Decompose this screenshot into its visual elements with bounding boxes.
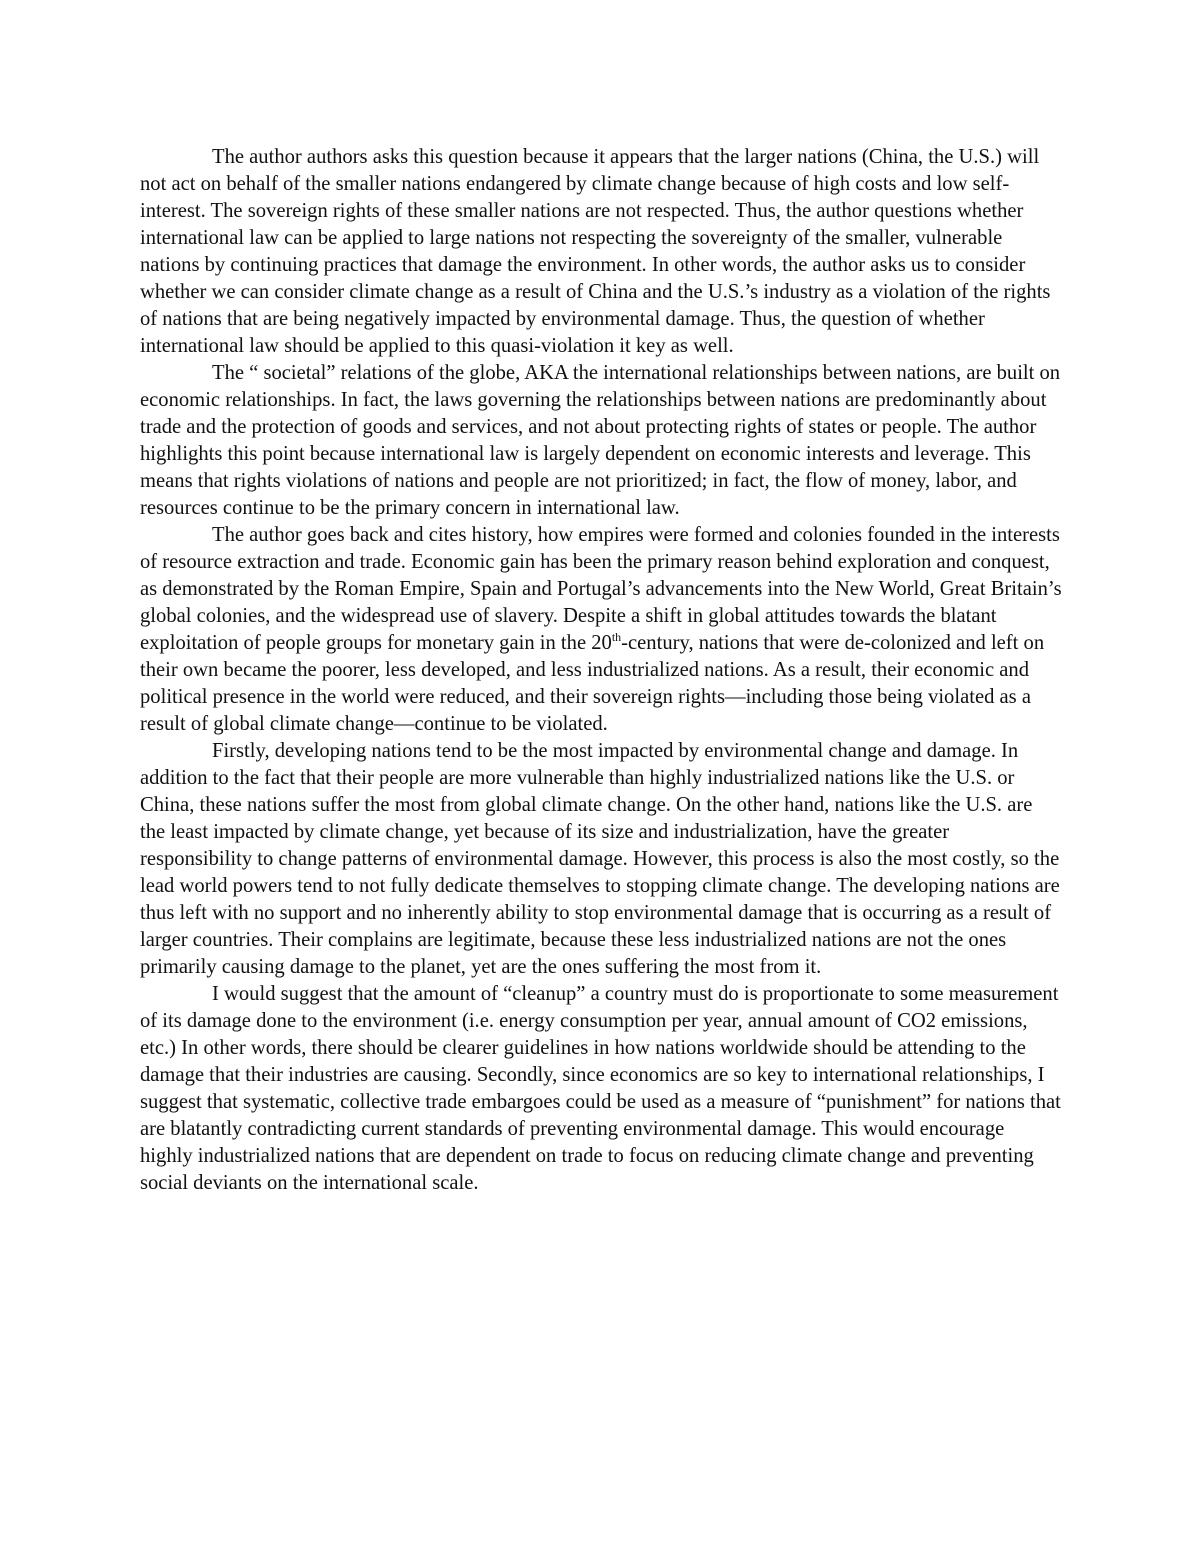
paragraph-1: The author authors asks this question because it appears that the larger nations (China, the U.S.) will not act on behalf of the smaller nations endangered by climate change because of high costs and low self-interest. The sovereign rights of these smaller nations are not respected. Thus, the author questions whether international law can be applied to large nations not respecting the sovereignty of the smaller, vulnerable nations by continuing practices that damage the environment. In other words, the author asks us to consider whether we can consider climate change as a result of China and the U.S.’s industry as a violation of the rights of nations that are being negatively impacted by environmental damage. Thus, the question of whether international law should be applied to this quasi-violation it key as well. — [140, 146, 1051, 357]
paragraph-3 — [140, 522, 1062, 738]
paragraph-3-text-after: -century, nations that were de-colonized and left on their own became the poorer, less developed, and less industrialized nations. As a result, their economic and political presence in the world were reduced, and their sovereign rights—including those being violated as a result of global climate change—continue to be violated. — [140, 632, 1045, 735]
ordinal-superscript: th — [611, 630, 622, 645]
paragraph-5: I would suggest that the amount of “cleanup” a country must do is proportionate to some measurement of its damage done to the environment (i.e. energy consumption per year, annual amount of CO2 emissions, etc.) In other words, there should be clearer guidelines in how nations worldwide should be attending to the damage that their industries are causing. Secondly, since economics are so key to international relationships, I suggest that systematic, collective trade embargoes could be used as a measure of “punishment” for nations that are blatantly contradicting current standards of preventing environmental damage. This would encourage highly industrialized nations that are dependent on trade to focus on reducing climate change and preventing social deviants on the international scale. — [140, 983, 1061, 1194]
paragraph-4: Firstly, developing nations tend to be the most impacted by environmental change and damage. In addition to the fact that their people are more vulnerable than highly industrialized nations like the U.S. or China, these nations suffer the most from global climate change. On the other hand, nations like the U.S. are the least impacted by climate change, yet because of its size and industrialization, have the greater responsibility to change patterns of environmental damage. However, this process is also the most costly, so the lead world powers tend to not fully dedicate themselves to stopping climate change. The developing nations are thus left with no support and no inherently ability to stop environmental damage that is occurring as a result of larger countries. Their complains are legitimate, because these less industrialized nations are not the ones primarily causing damage to the planet, yet are the ones suffering the most from it. — [140, 740, 1060, 978]
paragraph-2: The “ societal” relations of the globe, AKA the international relationships between nations, are built on economic relationships. In fact, the laws governing the relationships between nations are predominantly about trade and the protection of goods and services, and not about protecting rights of states or people. The author highlights this point because international law is largely dependent on economic interests and leverage. This means that rights violations of nations and people are not prioritized; in fact, the flow of money, labor, and resources continue to be the primary concern in international law. — [140, 362, 1061, 519]
paragraph-3-text-before: The author goes back and cites history, how empires were formed and colonies founded in the interests of resource extraction and trade. Economic gain has been the primary reason behind exploration and conquest, as demonstrated by the Roman Empire, Spain and Portugal’s advancements into the New World, Great Britain’s global colonies, and the widespread use of slavery. Despite a shift in global attitudes towards the blatant exploitation of people groups for monetary gain in the 20 — [140, 524, 1062, 654]
document-body — [140, 144, 1062, 1197]
